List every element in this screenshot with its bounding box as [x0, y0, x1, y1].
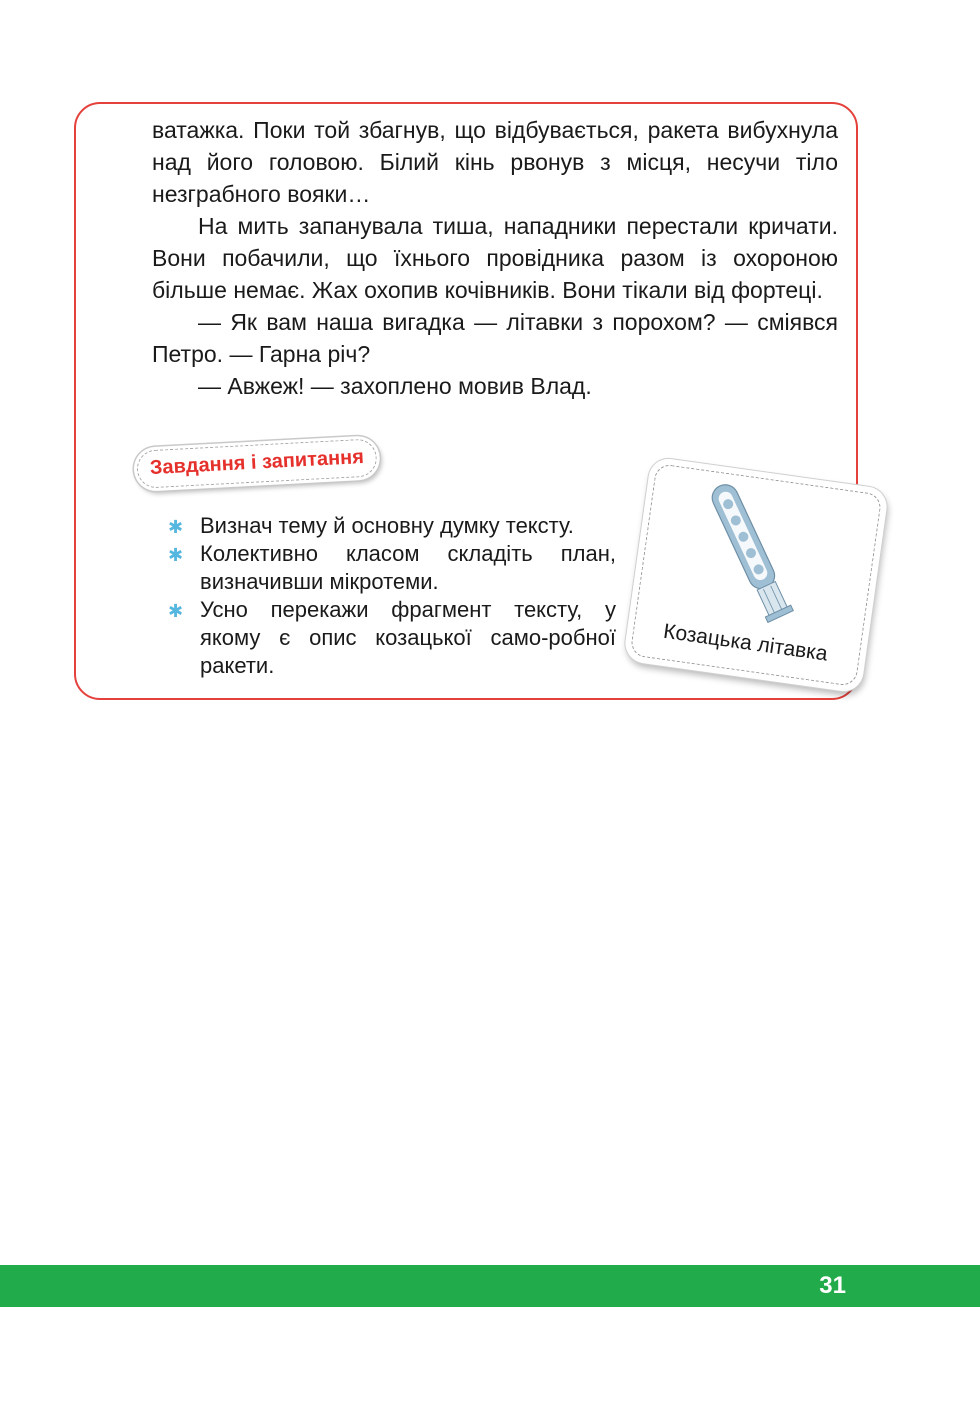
- story-paragraph: — Як вам наша вигадка — літавки з порохом? — сміявся Петро. — Гарна річ?: [152, 309, 838, 367]
- story-paragraph: ватажка. Поки той збагнув, що відбувається, ракета вибухнула над його головою. Білий кінь рвонув з місця, несучи тіло незграбного вояки…: [152, 117, 838, 207]
- story-paragraph: На мить запанувала тиша, нападники перестали кричати. Вони побачили, що їхнього провідника разом із охороною більше немає. Жах охопив кочівників. Вони тікали від фортеці.: [152, 213, 838, 303]
- task-text: Колективно класом складіть план, визначивши мікротеми.: [200, 541, 616, 594]
- story-paragraph: — Авжеж! — захоплено мовив Влад.: [198, 373, 592, 399]
- footer-bar: [0, 1265, 980, 1307]
- task-text: Усно перекажи фрагмент тексту, у якому є опис козацької само-робної ракети.: [200, 597, 616, 678]
- asterisk-icon: ✱: [168, 545, 184, 565]
- asterisk-icon: ✱: [168, 601, 184, 621]
- illustration-card: [623, 456, 889, 693]
- story-text: [152, 114, 838, 402]
- page-number: 31: [819, 1272, 846, 1299]
- task-text: Визнач тему й основну думку тексту.: [200, 513, 574, 538]
- illustration-caption: Козацька літавка: [661, 619, 830, 666]
- rocket-illustration: [680, 466, 821, 641]
- tasks-heading: Завдання і запитання: [136, 438, 378, 489]
- task-item: [168, 596, 616, 680]
- asterisk-icon: ✱: [168, 517, 184, 537]
- task-item: [168, 540, 616, 596]
- tasks-list: [168, 512, 616, 680]
- task-item: [168, 512, 616, 540]
